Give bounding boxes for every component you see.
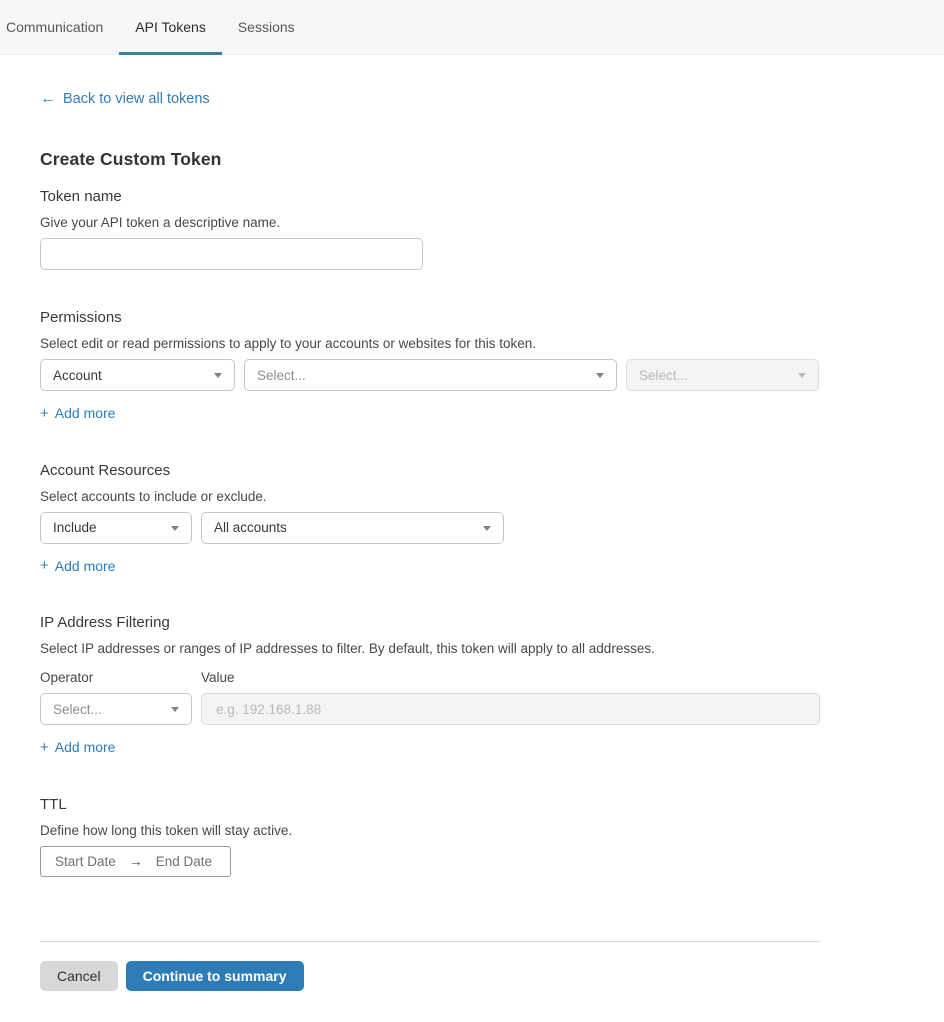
chevron-down-icon (171, 526, 179, 531)
permissions-description: Select edit or read permissions to apply to your accounts or websites for this token. (40, 336, 536, 351)
account-resources-add-more-link[interactable] (40, 558, 115, 574)
permission-scope-select[interactable] (40, 359, 235, 391)
cancel-button[interactable]: Cancel (40, 961, 118, 991)
value-label: Value (201, 670, 235, 685)
account-resources-heading: Account Resources (40, 461, 171, 479)
account-resources-section (40, 462, 860, 576)
start-date-field[interactable]: Start Date (55, 853, 116, 869)
account-resources-description: Select accounts to include or exclude. (40, 488, 267, 504)
include-exclude-select[interactable] (40, 512, 192, 544)
operator-value: Select... (53, 701, 102, 717)
add-more-label: Add more (54, 557, 116, 574)
accounts-value: All accounts (214, 520, 287, 535)
ttl-description: Define how long this token will stay active. (40, 822, 293, 838)
plus-icon: + (40, 557, 49, 574)
back-link-label: Back to view all tokens (63, 91, 210, 107)
operator-label: Operator (40, 670, 94, 685)
ttl-heading: TTL (40, 795, 67, 813)
plus-icon: + (40, 738, 49, 756)
tab-bar (0, 0, 944, 55)
tab-communication[interactable]: Communication (6, 19, 104, 35)
add-more-label: Add more (54, 405, 116, 421)
token-name-section (40, 188, 860, 270)
permission-group-value: Select... (257, 367, 306, 383)
ip-filtering-heading: IP Address Filtering (40, 614, 170, 631)
permission-group-select[interactable] (244, 359, 617, 391)
chevron-down-icon (596, 373, 604, 378)
end-date-field[interactable]: End Date (155, 853, 213, 869)
tab-sessions[interactable]: Sessions (237, 19, 295, 35)
right-arrow-icon: → (128, 853, 143, 869)
add-more-label: Add more (54, 739, 116, 755)
include-exclude-value: Include (53, 520, 97, 535)
back-to-tokens-link[interactable] (40, 91, 210, 107)
plus-icon: + (40, 404, 49, 422)
accounts-select[interactable] (201, 512, 504, 544)
chevron-down-icon (171, 707, 179, 712)
back-arrow-icon: ← (40, 90, 56, 107)
continue-to-summary-button[interactable]: Continue to summary (126, 961, 304, 991)
token-name-input[interactable] (40, 238, 423, 270)
operator-select[interactable] (40, 693, 192, 725)
chevron-down-icon (214, 373, 222, 378)
ip-filtering-section (40, 614, 860, 757)
ip-filtering-add-more-link[interactable] (40, 739, 115, 755)
tab-api-tokens[interactable]: API Tokens (119, 0, 222, 54)
footer-divider (40, 941, 820, 942)
ip-filtering-description: Select IP addresses or ranges of IP addresses to filter. By default, this token will apply to all addresses. (40, 641, 655, 656)
chevron-down-icon (483, 526, 491, 531)
token-name-heading: Token name (40, 188, 122, 205)
permission-level-select (626, 359, 819, 391)
ip-value-input (201, 693, 820, 725)
permission-scope-value: Account (53, 367, 102, 383)
chevron-down-icon (798, 373, 806, 378)
permissions-section (40, 309, 860, 423)
permissions-heading: Permissions (40, 309, 122, 326)
ttl-date-range-picker[interactable] (40, 846, 231, 877)
ttl-section (40, 796, 860, 877)
page-title: Create Custom Token (40, 149, 222, 169)
token-name-description: Give your API token a descriptive name. (40, 215, 281, 230)
permissions-add-more-link[interactable] (40, 405, 115, 421)
permission-level-value: Select... (639, 367, 688, 383)
create-token-form (0, 55, 860, 991)
form-actions (40, 961, 860, 991)
